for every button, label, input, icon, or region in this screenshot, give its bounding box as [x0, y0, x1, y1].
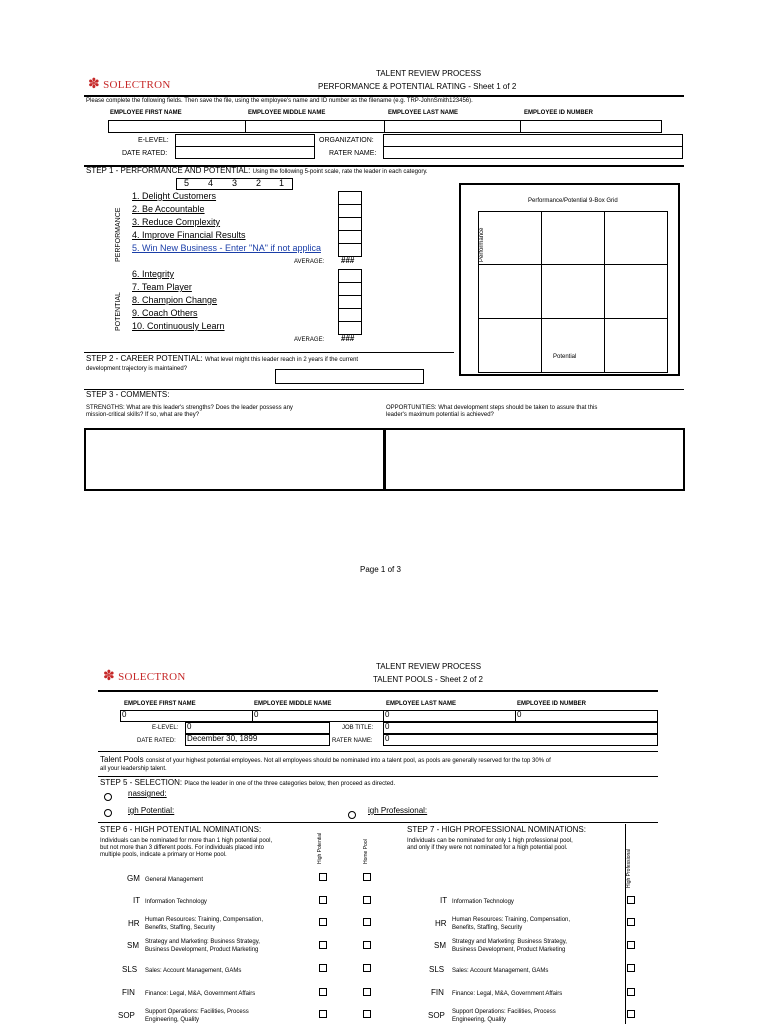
divider [98, 776, 658, 777]
high-potential-checkbox[interactable] [319, 1010, 327, 1018]
pot-item-10[interactable]: 10. Continuously Learn [132, 321, 225, 331]
p2-date-rated-value: December 30, 1899 [187, 734, 258, 743]
pool-name: Information Technology [145, 899, 207, 905]
pool-name-line-2: Business Development, Product Marketing [452, 947, 566, 953]
p2-id-number-field[interactable] [515, 710, 658, 722]
step5-desc: Place the leader in one of the three categories below, then proceed as directed. [184, 781, 396, 787]
step2-desc-2: development trajectory is maintained? [86, 366, 188, 372]
step3-title: STEP 3 - COMMENTS: [86, 390, 170, 399]
high-professional-col-header: High Professional [626, 848, 632, 888]
organization-label: ORGANIZATION: [319, 137, 374, 144]
unassigned-label: nassigned: [128, 789, 167, 798]
step2-title: STEP 2 - CAREER POTENTIAL: What level might this leader reach in 2 years if the current [86, 354, 359, 363]
step2-desc: What level might this leader reach in 2 years if the current [205, 357, 359, 363]
pool-name-line-1: Human Resources: Training, Compensation, [452, 917, 571, 923]
nine-box-cell [604, 211, 668, 266]
scale-1: 1 [279, 178, 285, 188]
p2-jobtitle-value: 0 [385, 722, 390, 731]
performance-label: PERFORMANCE [115, 207, 122, 262]
home-pool-checkbox[interactable] [363, 941, 371, 949]
high-potential-checkbox[interactable] [319, 873, 327, 881]
home-pool-checkbox[interactable] [363, 988, 371, 996]
pool-code: HR [128, 919, 140, 928]
step6-desc-1: Individuals can be nominated for more than 1 high potential pool, [100, 838, 273, 844]
logo-text: SOLECTRON [103, 79, 171, 91]
strengths-textarea[interactable] [84, 428, 385, 491]
pool-code: SOP [118, 1011, 135, 1020]
pot-rating-9[interactable] [338, 308, 362, 322]
solectron-logo [88, 76, 171, 93]
step6-desc-3: multiple pools, indicate a primary or Home pool. [100, 852, 227, 858]
pool-name-line-2: Engineering, Quality [452, 1017, 507, 1023]
pool-code: SM [434, 941, 446, 950]
page1-title: TALENT REVIEW PROCESS [376, 69, 482, 78]
home-pool-col-header: Home Pool [363, 839, 369, 864]
flower-icon: ✽ [88, 77, 101, 92]
high-professional-checkbox[interactable] [627, 964, 635, 972]
home-pool-checkbox[interactable] [363, 918, 371, 926]
perf-rating-2[interactable] [338, 204, 362, 218]
middle-name-field[interactable] [245, 120, 385, 133]
p2-header-last-name: EMPLOYEE LAST NAME [386, 701, 457, 707]
p2-header-middle-name: EMPLOYEE MIDDLE NAME [254, 701, 332, 707]
instruction-text: Please complete the following fields. Then save the file, using the employee's name and ID number as the filename (e.g. TRP-JohnSmith123456). [86, 98, 473, 104]
pool-name-line-2: Benefits, Staffing, Security [145, 925, 216, 931]
nine-box-title: Performance/Potential 9-Box Grid [528, 198, 618, 204]
perf-average-value: ### [341, 256, 355, 265]
first-name-field[interactable] [108, 120, 246, 133]
scale-4: 4 [208, 178, 214, 188]
nine-box-cell [604, 264, 668, 319]
career-potential-field[interactable] [275, 369, 424, 384]
scale-2: 2 [256, 178, 262, 188]
pot-item-6[interactable]: 6. Integrity [132, 269, 175, 279]
scale-3: 3 [232, 178, 238, 188]
opportunities-textarea[interactable] [384, 428, 685, 491]
pool-code: SLS [122, 965, 138, 974]
step6-title: STEP 6 - HIGH POTENTIAL NOMINATIONS: [100, 825, 262, 834]
perf-item-2[interactable]: 2. Be Accountable [132, 204, 205, 214]
pool-code: SOP [428, 1011, 445, 1020]
p2-header-id-number: EMPLOYEE ID NUMBER [517, 701, 587, 707]
date-rated-field[interactable] [175, 146, 315, 159]
pool-name: Finance: Legal, M&A, Government Affairs [145, 991, 256, 997]
pool-name-line-1: Support Operations: Facilities, Process [452, 1009, 556, 1015]
pool-code: GM [127, 874, 140, 883]
high-professional-label: igh Professional: [368, 806, 428, 815]
pool-name-line-2: Business Development, Product Marketing [145, 947, 259, 953]
high-potential-checkbox[interactable] [319, 896, 327, 904]
p2-elevel-label: E-LEVEL: [152, 725, 179, 731]
pool-name: Information Technology [452, 899, 514, 905]
pot-item-9[interactable]: 9. Coach Others [132, 308, 198, 318]
perf-rating-1[interactable] [338, 191, 362, 205]
perf-rating-3[interactable] [338, 217, 362, 231]
nine-box-cell [541, 264, 605, 319]
pot-rating-7[interactable] [338, 282, 362, 296]
home-pool-checkbox[interactable] [363, 1010, 371, 1018]
nine-box-x-label: Potential [553, 354, 577, 360]
unassigned-radio[interactable] [104, 793, 112, 801]
divider [98, 690, 658, 692]
perf-item-4[interactable]: 4. Improve Financial Results [132, 230, 246, 240]
pool-name-line-1: Strategy and Marketing: Business Strategy, [452, 939, 567, 945]
page-number: Page 1 of 3 [360, 565, 401, 574]
p2-last-name-value: 0 [385, 710, 390, 719]
header-middle-name: EMPLOYEE MIDDLE NAME [248, 110, 326, 116]
p2-rater-name-field[interactable] [383, 734, 658, 746]
header-first-name: EMPLOYEE FIRST NAME [110, 110, 182, 116]
elevel-label: E-LEVEL: [138, 137, 169, 144]
pool-name-line-1: Strategy and Marketing: Business Strategy, [145, 939, 260, 945]
logo-text: SOLECTRON [118, 671, 186, 683]
high-professional-checkbox[interactable] [627, 988, 635, 996]
pot-average-label: AVERAGE: [294, 337, 325, 343]
pool-code: IT [440, 896, 448, 905]
step7-title: STEP 7 - HIGH PROFESSIONAL NOMINATIONS: [407, 825, 586, 834]
high-professional-radio[interactable] [348, 811, 356, 819]
pool-name-line-2: Benefits, Staffing, Security [452, 925, 523, 931]
step6-desc-2: but not more than 3 different pools. For individuals placed into [100, 845, 264, 851]
high-potential-radio[interactable] [104, 809, 112, 817]
high-potential-checkbox[interactable] [319, 941, 327, 949]
home-pool-checkbox[interactable] [363, 873, 371, 881]
flower-icon: ✽ [103, 669, 116, 684]
pool-code: SLS [429, 965, 445, 974]
pool-name: Sales: Account Management, GAMs [452, 968, 549, 974]
high-potential-col-header: High Potential [317, 832, 323, 864]
p2-middle-name-field[interactable] [252, 710, 384, 722]
divider [98, 822, 658, 823]
p2-rater-name-label: RATER NAME: [332, 738, 373, 744]
pool-code: HR [435, 919, 447, 928]
p2-id-number-value: 0 [517, 710, 522, 719]
high-potential-checkbox[interactable] [319, 988, 327, 996]
pool-name-line-1: Support Operations: Facilities, Process [145, 1009, 249, 1015]
perf-item-5[interactable]: 5. Win New Business - Enter "NA" if not applica [132, 243, 321, 253]
p2-middle-name-value: 0 [254, 710, 259, 719]
nine-box-grid [478, 211, 667, 372]
talent-pools-intro [100, 756, 551, 764]
date-rated-label: DATE RATED: [122, 150, 168, 157]
solectron-logo [103, 668, 186, 685]
header-last-name: EMPLOYEE LAST NAME [388, 110, 459, 116]
nine-box-cell [478, 211, 542, 266]
p2-date-rated-label: DATE RATED: [137, 738, 176, 744]
pool-name-line-1: Human Resources: Training, Compensation, [145, 917, 264, 923]
p2-first-name-value: 0 [122, 710, 127, 719]
nine-box-cell [478, 264, 542, 319]
opportunities-prompt-1: OPPORTUNITIES: What development steps should be taken to assure that this [386, 405, 598, 411]
divider [84, 95, 684, 97]
high-potential-label: igh Potential: [128, 806, 175, 815]
p2-rater-name-value: 0 [385, 734, 390, 743]
step1-title: STEP 1 - PERFORMANCE AND POTENTIAL: Using the following 5-point scale, rate the leader in each category. [86, 166, 428, 175]
nine-box-cell [541, 211, 605, 266]
header-id-number: EMPLOYEE ID NUMBER [524, 110, 594, 116]
rater-name-label: RATER NAME: [329, 150, 377, 157]
pool-name: General Management [145, 877, 204, 883]
potential-label: POTENTIAL [115, 292, 122, 331]
high-professional-checkbox[interactable] [627, 918, 635, 926]
rater-name-field[interactable] [383, 146, 683, 159]
scale-5: 5 [184, 178, 190, 188]
pot-item-8[interactable]: 8. Champion Change [132, 295, 218, 305]
step7-desc-2: and only if they were not nominated for a high potential pool. [407, 845, 568, 851]
high-professional-checkbox[interactable] [627, 941, 635, 949]
perf-rating-5[interactable] [338, 243, 362, 257]
home-pool-checkbox[interactable] [363, 964, 371, 972]
high-professional-checkbox[interactable] [627, 896, 635, 904]
nine-box-cell [604, 318, 668, 373]
nine-box-y-label: Performance [479, 227, 485, 262]
pool-code: SM [127, 941, 139, 950]
pool-code: IT [133, 896, 141, 905]
nine-box-cell [478, 318, 542, 373]
high-professional-checkbox[interactable] [627, 1010, 635, 1018]
p2-jobtitle-field[interactable] [383, 722, 658, 734]
strengths-prompt-2: mission-critical skills? If so, what are they? [86, 412, 200, 418]
divider [84, 352, 454, 353]
step7-desc-1: Individuals can be nominated for only 1 high professional pool, [407, 838, 573, 844]
step5-title: STEP 5 - SELECTION: Place the leader in one of the three categories below, then proceed as directed. [100, 778, 396, 787]
id-number-field[interactable] [520, 120, 662, 133]
p2-elevel-value: 0 [187, 722, 192, 731]
page2-title: TALENT REVIEW PROCESS [376, 662, 482, 671]
pool-code: FIN [431, 988, 444, 997]
p2-jobtitle-label: JOB TITLE: [342, 725, 374, 731]
talent-pools-desc: consist of your highest potential employees. Not all employees should be nominated into a talent pool, as pools are generally reserved for the top 30% of [145, 758, 551, 764]
high-potential-checkbox[interactable] [319, 918, 327, 926]
home-pool-checkbox[interactable] [363, 896, 371, 904]
pool-name: Sales: Account Management, GAMs [145, 968, 242, 974]
strengths-prompt-1: STRENGTHS: What are this leader's strengths? Does the leader possess any [86, 405, 293, 411]
opportunities-prompt-2: leader's maximum potential is achieved? [386, 412, 494, 418]
pot-rating-8[interactable] [338, 295, 362, 309]
pot-rating-6[interactable] [338, 269, 362, 283]
divider [84, 389, 684, 390]
pot-average-value: ### [341, 334, 355, 343]
divider [98, 751, 658, 752]
perf-item-1[interactable]: 1. Delight Customers [132, 191, 217, 201]
page1-subtitle: PERFORMANCE & POTENTIAL RATING - Sheet 1 of 2 [318, 82, 517, 91]
p2-last-name-field[interactable] [383, 710, 516, 722]
talent-pools-title: Talent Pools [100, 755, 144, 764]
p2-first-name-field[interactable] [120, 710, 253, 722]
pot-rating-10[interactable] [338, 321, 362, 335]
perf-item-3[interactable]: 3. Reduce Complexity [132, 217, 221, 227]
p2-header-first-name: EMPLOYEE FIRST NAME [124, 701, 196, 707]
high-potential-checkbox[interactable] [319, 964, 327, 972]
perf-average-label: AVERAGE: [294, 259, 325, 265]
pool-name-line-2: Engineering, Quality [145, 1017, 200, 1023]
talent-pools-desc-2: all your leadership talent. [100, 766, 167, 772]
pot-item-7[interactable]: 7. Team Player [132, 282, 192, 292]
p2-elevel-field[interactable] [185, 722, 330, 734]
pool-name: Finance: Legal, M&A, Government Affairs [452, 991, 563, 997]
perf-rating-4[interactable] [338, 230, 362, 244]
pool-code: FIN [122, 988, 135, 997]
last-name-field[interactable] [384, 120, 521, 133]
step1-desc: Using the following 5-point scale, rate the leader in each category. [252, 169, 428, 175]
page2-subtitle: TALENT POOLS - Sheet 2 of 2 [373, 675, 483, 684]
nine-box-cell [541, 318, 605, 373]
